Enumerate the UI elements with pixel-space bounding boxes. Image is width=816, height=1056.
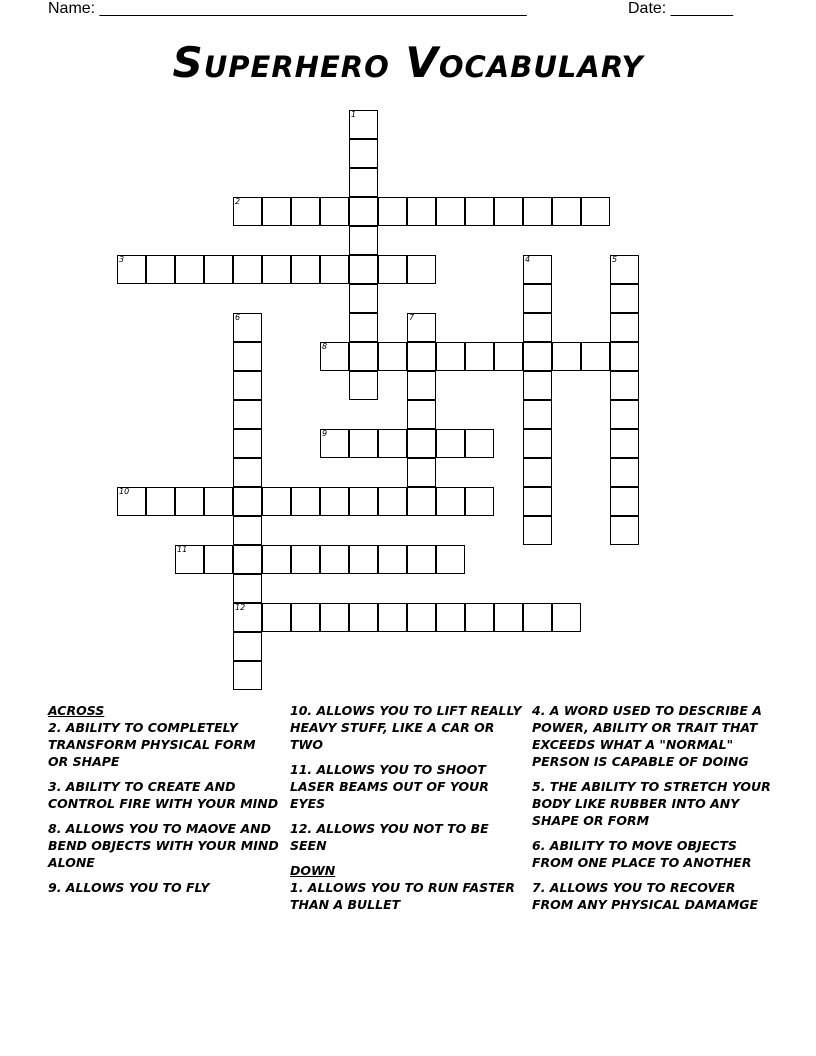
grid-cell[interactable]	[610, 487, 639, 516]
grid-cell[interactable]	[349, 342, 378, 371]
grid-cell[interactable]	[233, 516, 262, 545]
grid-cell[interactable]	[233, 632, 262, 661]
grid-cell[interactable]	[349, 545, 378, 574]
clue-number: 6	[235, 313, 241, 322]
grid-cell[interactable]	[349, 255, 378, 284]
grid-cell[interactable]	[407, 487, 436, 516]
clue-down-5: 5. THE ABILITY TO STRETCH YOUR BODY LIKE RUBBER INTO ANY SHAPE OR FORM	[532, 779, 771, 828]
grid-cell[interactable]	[523, 487, 552, 516]
grid-cell[interactable]	[378, 255, 407, 284]
grid-cell[interactable]	[610, 458, 639, 487]
grid-cell[interactable]	[465, 603, 494, 632]
grid-cell[interactable]	[204, 255, 233, 284]
grid-cell[interactable]	[610, 516, 639, 545]
clues-column-2	[290, 702, 522, 921]
grid-cell[interactable]	[233, 371, 262, 400]
clue-number: 12	[235, 603, 246, 612]
clue-down-6: 6. ABILITY TO MOVE OBJECTS FROM ONE PLACE TO ANOTHER	[532, 838, 752, 870]
grid-cell[interactable]	[291, 487, 320, 516]
grid-cell[interactable]	[436, 487, 465, 516]
grid-cell[interactable]	[523, 197, 552, 226]
grid-cell[interactable]	[407, 429, 436, 458]
clue-number: 7	[409, 313, 415, 322]
grid-cell[interactable]	[146, 255, 175, 284]
clue-across-2: 2. ABILITY TO COMPLETELY TRANSFORM PHYSICAL FORM OR SHAPE	[48, 720, 256, 769]
grid-cell[interactable]	[407, 255, 436, 284]
grid-cell[interactable]	[349, 371, 378, 400]
grid-cell[interactable]	[349, 429, 378, 458]
grid-cell[interactable]	[436, 545, 465, 574]
grid-cell[interactable]	[233, 661, 262, 690]
grid-cell[interactable]	[291, 545, 320, 574]
grid-cell[interactable]	[262, 255, 291, 284]
grid-cell[interactable]	[436, 197, 465, 226]
clue-across-8: 8. ALLOWS YOU TO MAOVE AND BEND OBJECTS WITH YOUR MIND ALONE	[48, 821, 279, 870]
grid-cell[interactable]	[581, 197, 610, 226]
grid-cell[interactable]	[378, 603, 407, 632]
clue-number: 2	[235, 197, 241, 206]
clue-number: 1	[351, 110, 357, 119]
grid-cell[interactable]	[349, 168, 378, 197]
grid-cell[interactable]	[349, 313, 378, 342]
grid-cell[interactable]	[204, 545, 233, 574]
grid-cell[interactable]	[233, 458, 262, 487]
down-heading: DOWN	[290, 863, 336, 878]
grid-cell[interactable]	[349, 197, 378, 226]
grid-cell[interactable]	[610, 313, 639, 342]
grid-cell[interactable]	[233, 342, 262, 371]
grid-cell[interactable]	[291, 197, 320, 226]
grid-cell[interactable]	[262, 487, 291, 516]
grid-cell[interactable]	[175, 487, 204, 516]
grid-cell[interactable]	[465, 429, 494, 458]
grid-cell[interactable]	[262, 197, 291, 226]
grid-cell[interactable]	[523, 313, 552, 342]
grid-cell[interactable]	[610, 284, 639, 313]
clues-column-3	[532, 702, 772, 921]
grid-cell[interactable]	[320, 603, 349, 632]
grid-cell[interactable]	[233, 487, 262, 516]
grid-cell[interactable]	[494, 603, 523, 632]
across-heading: ACROSS	[48, 703, 105, 718]
grid-cell[interactable]	[378, 429, 407, 458]
grid-cell[interactable]	[407, 458, 436, 487]
grid-cell[interactable]	[407, 545, 436, 574]
clue-number: 5	[612, 255, 618, 264]
grid-cell[interactable]	[349, 139, 378, 168]
grid-cell[interactable]	[233, 429, 262, 458]
grid-cell[interactable]	[523, 516, 552, 545]
grid-cell[interactable]	[465, 342, 494, 371]
grid-cell[interactable]	[233, 400, 262, 429]
grid-cell[interactable]	[523, 458, 552, 487]
grid-cell[interactable]	[436, 342, 465, 371]
grid-cell[interactable]	[407, 400, 436, 429]
grid-cell[interactable]	[349, 603, 378, 632]
grid-cell[interactable]	[291, 603, 320, 632]
grid-cell[interactable]	[233, 545, 262, 574]
clue-number: 10	[119, 487, 130, 496]
grid-cell[interactable]	[262, 545, 291, 574]
grid-cell[interactable]	[494, 342, 523, 371]
grid-cell[interactable]	[523, 371, 552, 400]
grid-cell[interactable]	[407, 603, 436, 632]
clue-down-4: 4. A WORD USED TO DESCRIBE A POWER, ABILITY OR TRAIT THAT EXCEEDS WHAT A "NORMAL" PERSON IS CAPABLE OF DOING	[532, 703, 762, 769]
date-field[interactable]: Date: _______	[628, 0, 733, 17]
grid-cell[interactable]	[320, 255, 349, 284]
grid-cell[interactable]	[349, 487, 378, 516]
grid-cell[interactable]	[523, 429, 552, 458]
clue-down-1: 1. ALLOWS YOU TO RUN FASTER THAN A BULLET	[290, 880, 515, 912]
grid-cell[interactable]	[610, 429, 639, 458]
clue-across-10: 10. ALLOWS YOU TO LIFT REALLY HEAVY STUFF, LIKE A CAR OR TWO	[290, 703, 522, 752]
grid-cell[interactable]	[465, 487, 494, 516]
grid-cell[interactable]	[581, 342, 610, 371]
grid-cell[interactable]	[610, 342, 639, 371]
clue-number: 4	[525, 255, 531, 264]
clue-across-11: 11. ALLOWS YOU TO SHOOT LASER BEAMS OUT OF YOUR EYES	[290, 762, 489, 811]
grid-cell[interactable]	[204, 487, 233, 516]
grid-cell[interactable]	[407, 371, 436, 400]
grid-cell[interactable]	[378, 487, 407, 516]
grid-cell[interactable]	[320, 487, 349, 516]
grid-cell[interactable]	[552, 603, 581, 632]
grid-cell[interactable]	[523, 603, 552, 632]
grid-cell[interactable]	[552, 342, 581, 371]
grid-cell[interactable]	[610, 371, 639, 400]
clue-across-3: 3. ABILITY TO CREATE AND CONTROL FIRE WITH YOUR MIND	[48, 779, 279, 811]
grid-cell[interactable]	[349, 226, 378, 255]
grid-cell[interactable]	[407, 197, 436, 226]
grid-cell[interactable]	[407, 342, 436, 371]
clue-number: 8	[322, 342, 328, 351]
grid-cell[interactable]	[291, 255, 320, 284]
grid-cell[interactable]	[523, 400, 552, 429]
grid-cell[interactable]	[349, 284, 378, 313]
grid-cell[interactable]	[378, 197, 407, 226]
grid-cell[interactable]	[465, 197, 494, 226]
name-field[interactable]: Name: ________________________________________________	[48, 0, 527, 17]
clues-column-1	[48, 702, 280, 904]
clue-number: 11	[177, 545, 188, 554]
grid-cell[interactable]	[436, 603, 465, 632]
clue-across-9: 9. ALLOWS YOU TO FLY	[48, 880, 210, 895]
grid-cell[interactable]	[175, 255, 204, 284]
grid-cell[interactable]	[233, 255, 262, 284]
grid-cell[interactable]	[378, 342, 407, 371]
grid-cell[interactable]	[610, 400, 639, 429]
clue-number: 9	[322, 429, 328, 438]
grid-cell[interactable]	[523, 284, 552, 313]
grid-cell[interactable]	[320, 197, 349, 226]
grid-cell[interactable]	[262, 603, 291, 632]
grid-cell[interactable]	[436, 429, 465, 458]
clue-number: 3	[119, 255, 125, 264]
grid-cell[interactable]	[378, 545, 407, 574]
grid-cell[interactable]	[494, 197, 523, 226]
page-title: Superhero Vocabulary	[172, 38, 644, 87]
grid-cell[interactable]	[320, 545, 349, 574]
clue-down-7: 7. ALLOWS YOU TO RECOVER FROM ANY PHYSICAL DAMAMGE	[532, 880, 759, 912]
grid-cell[interactable]	[552, 197, 581, 226]
clue-across-12: 12. ALLOWS YOU NOT TO BE SEEN	[290, 821, 489, 853]
grid-cell[interactable]	[146, 487, 175, 516]
grid-cell[interactable]	[233, 574, 262, 603]
grid-cell[interactable]	[523, 342, 552, 371]
